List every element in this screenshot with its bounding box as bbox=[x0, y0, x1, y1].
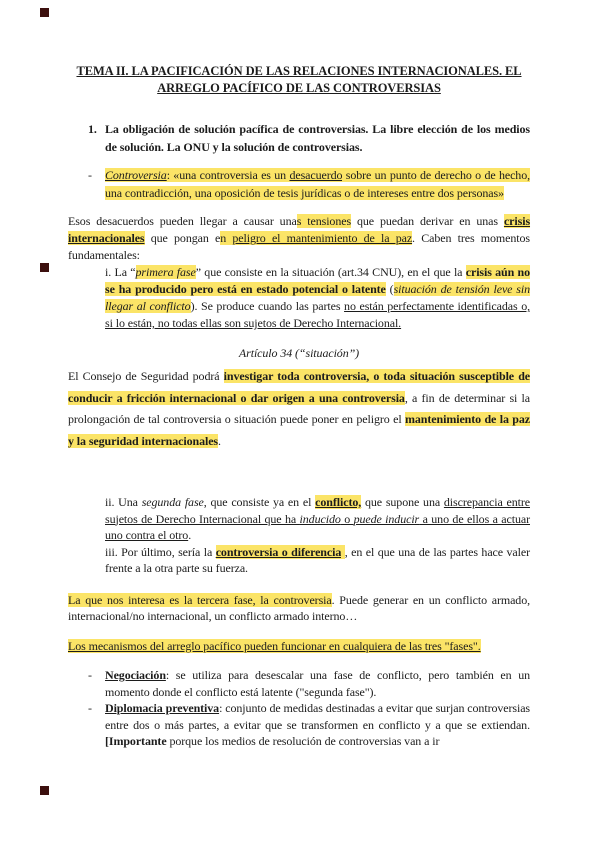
text-run: no están perfectamente identificadas o, si lo están, no todas ellas son sujetos de Derecho Internacional. bbox=[105, 299, 530, 330]
text-run: crisis aún no se ha producido pero está en estado potencial o latente bbox=[105, 265, 531, 296]
text-run: que puedan derivar en unas bbox=[351, 214, 504, 228]
bullet-dash: - bbox=[88, 668, 92, 682]
text-run: porque los medios de resolución de controversias van a ir bbox=[166, 734, 440, 748]
text-run: [Importante bbox=[105, 734, 167, 748]
bullet-controversia bbox=[68, 167, 530, 202]
paragraph-fase-1 bbox=[105, 264, 530, 332]
text-run: . bbox=[218, 433, 221, 448]
text-run: s tensiones bbox=[296, 214, 352, 228]
text-run: . bbox=[188, 528, 192, 542]
controversia-text bbox=[105, 167, 530, 202]
text-run: : conjunto de medidas destinadas a evitar que surjan controversias entre dos o más partes, a evitar que se transformen en conflicto y a que se extiendan. bbox=[105, 701, 530, 732]
numbered-item-1 bbox=[68, 121, 530, 156]
text-run: que supone una bbox=[361, 495, 444, 509]
text-run: Controversia bbox=[105, 168, 167, 182]
text-run: Esos desacuerdos pueden llegar a causar una bbox=[68, 214, 297, 228]
item1-text bbox=[105, 121, 530, 156]
document-title bbox=[68, 63, 530, 97]
diplomacia-text bbox=[105, 700, 530, 750]
text-run: inducido bbox=[299, 511, 341, 526]
text-run: La que nos interesa es la tercera fase, la controversia bbox=[68, 592, 332, 607]
negociacion-text bbox=[105, 667, 530, 700]
text-run: La obligación de solución pacífica de controversias. La libre elección de los medios de solución. La ONU y la solución de controversias. bbox=[105, 122, 530, 154]
text-run: : «una controversia es un bbox=[166, 168, 290, 182]
text-run: a uno de ellos a actuar uno contra el otro bbox=[105, 511, 530, 542]
list-number: 1. bbox=[88, 122, 97, 136]
text-run: ii. Una bbox=[105, 495, 142, 509]
text-run: que pongan e bbox=[144, 231, 221, 245]
text-run: n bbox=[220, 231, 233, 245]
paragraph-mecanismos bbox=[68, 638, 530, 655]
artifact-square-top-left bbox=[40, 8, 49, 17]
bullet-dash: - bbox=[88, 168, 92, 182]
bullet-dash: - bbox=[88, 701, 92, 715]
text-run: o bbox=[340, 511, 354, 526]
text-run: , en el que una de las partes hace valer frente a la otra parte su fuerza. bbox=[105, 544, 530, 575]
articulo-34-heading bbox=[68, 345, 530, 362]
text-run: ). Se produce cuando las partes bbox=[190, 299, 345, 313]
paragraph-fase-2 bbox=[105, 494, 530, 544]
text-run: Artículo 34 (“situación”) bbox=[238, 346, 360, 360]
text-run: ( bbox=[385, 282, 394, 296]
text-run: ” que consiste en la situación (art.34 CNU), en el que la bbox=[195, 265, 466, 279]
articulo-34-body bbox=[68, 366, 530, 452]
mechanisms-list bbox=[68, 667, 530, 750]
text-run: segunda fase bbox=[141, 495, 204, 509]
text-run: i. La “ bbox=[105, 265, 136, 279]
text-run: primera fase bbox=[135, 265, 196, 279]
text-run: investigar toda controversia, o toda situación susceptible de conducir a fricción internacional o dar origen a una controversia bbox=[68, 369, 530, 405]
text-run: TEMA II. LA PACIFICACIÓN DE LAS RELACIONES INTERNACIONALES. EL ARREGLO PACÍFICO DE LAS CONTROVERSIAS bbox=[76, 64, 522, 95]
text-run: : se utiliza para desescalar una fase de conflicto, pero también en un momento donde el conflicto está latente ("segunda fase"). bbox=[105, 668, 530, 699]
paragraph-tercera-fase bbox=[68, 592, 530, 625]
text-run: conflicto, bbox=[315, 495, 362, 509]
bullet-diplomacia bbox=[68, 700, 530, 750]
text-run: Negociación bbox=[105, 668, 166, 682]
text-run: discrepancia entre sujetos de Derecho Internacional que ha bbox=[105, 495, 530, 526]
text-run: controversia o diferencia bbox=[215, 544, 342, 559]
text-run: sobre un punto de derecho o de hecho, una contradicción, una oposición de tesis jurídicas o de intereses entre dos personas» bbox=[105, 168, 530, 200]
text-run: Diplomacia preventiva bbox=[105, 701, 220, 715]
artifact-square-mid-left bbox=[40, 263, 49, 272]
artifact-square-bottom-left bbox=[40, 786, 49, 795]
text-run: puede inducir bbox=[353, 511, 420, 526]
text-run: desacuerdo bbox=[289, 168, 343, 182]
text-run: mantenimiento de la paz y la seguridad internacionales bbox=[68, 412, 530, 448]
text-run: El Consejo de Seguridad podrá bbox=[68, 369, 224, 383]
text-run: . Puede generar en un conflicto armado, internacional/no internacional, un conflicto armado interno… bbox=[68, 592, 531, 623]
text-run: Los mecanismos del arreglo pacífico pueden funcionar en cualquiera de las tres "fases". bbox=[68, 638, 481, 653]
text-run: situación de tensión leve sin llegar al conflicto bbox=[105, 282, 531, 313]
text-run: peligro el mantenimiento de la paz bbox=[232, 231, 413, 245]
bullet-negociacion bbox=[68, 667, 530, 700]
text-run: iii. Por último, sería la bbox=[105, 544, 216, 559]
text-run: crisis internacionales bbox=[68, 214, 531, 245]
text-run: , a fin de determinar si la prolongación de tal controversia o situación puede poner en peligro el bbox=[68, 390, 530, 426]
paragraph-esos-desacuerdos bbox=[68, 213, 530, 264]
text-run: , que consiste ya en el bbox=[203, 495, 316, 509]
paragraph-fase-3 bbox=[105, 544, 530, 577]
text-run: . Caben tres momentos fundamentales: bbox=[68, 231, 530, 262]
